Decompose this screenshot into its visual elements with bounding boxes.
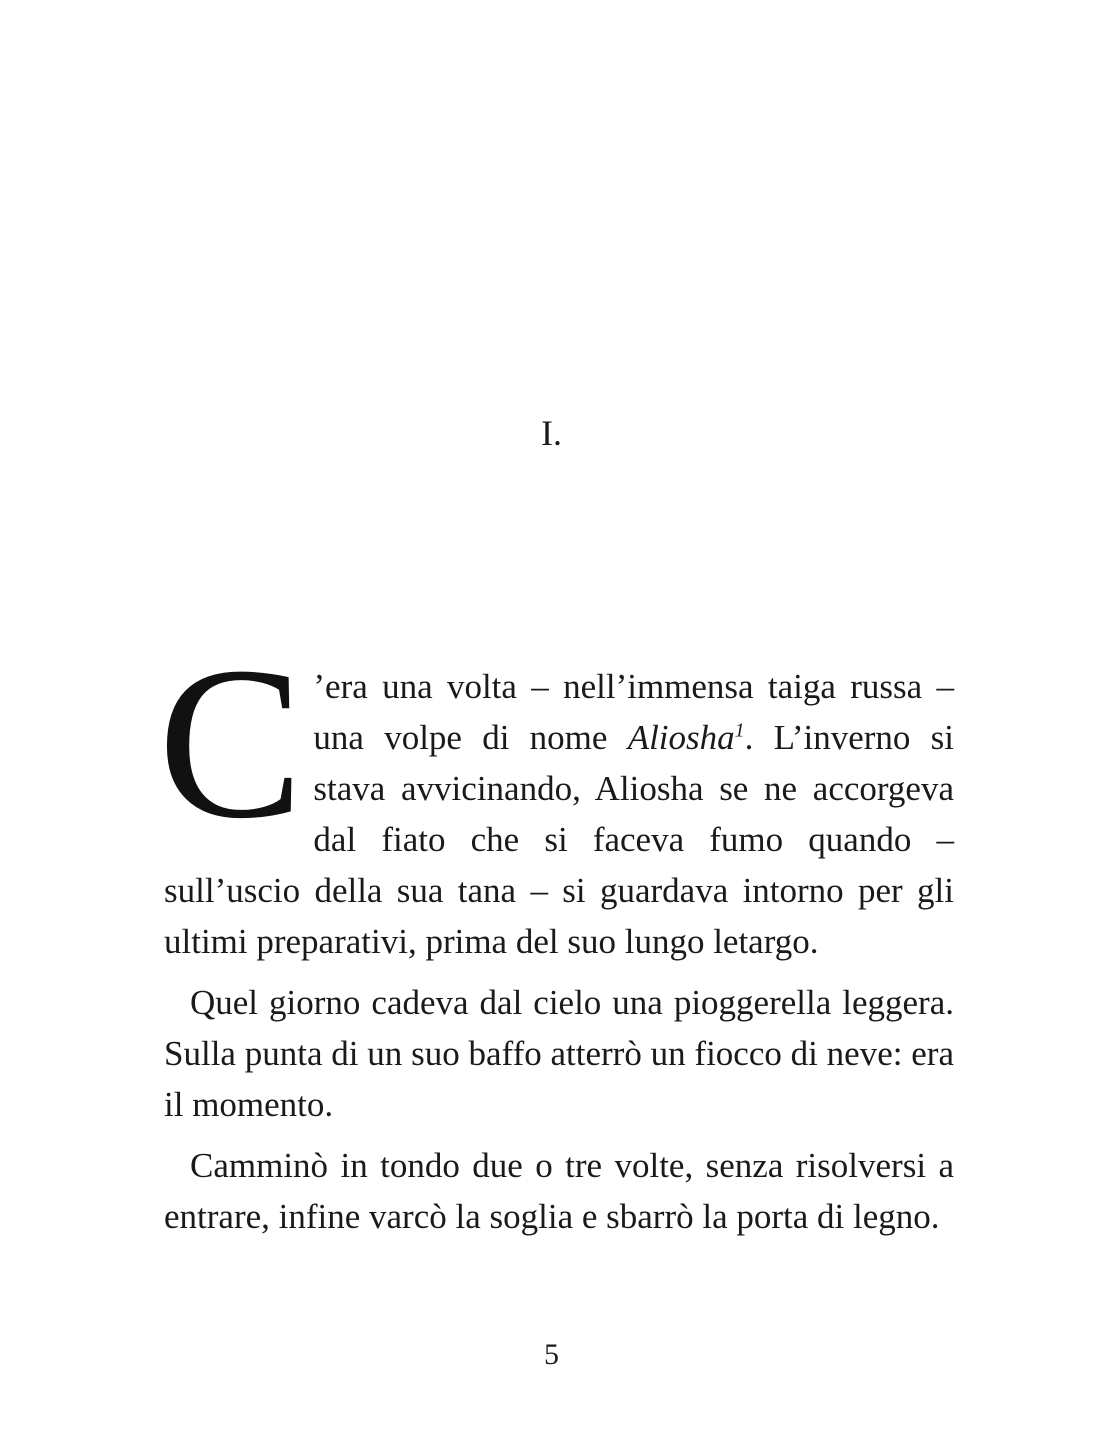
paragraph-first-text-before: ’era una volta – nell’immensa taiga russa – una volpe di nome [313,667,954,757]
paragraph-third: Camminò in tondo due o tre volte, senza risolversi a entrare, infine varcò la soglia e sbarrò la porta di legno. [164,1146,954,1236]
paragraph-first-text-after: . L’inverno si stava avvicinando, Aliosha se ne accorgeva dal fiato che si faceva fumo quando – sull’uscio della sua tana – si guardava intorno per gli ultimi preparativi, prima del suo lungo letargo. [164,718,954,961]
paragraph-second: Quel giorno cadeva dal cielo una pioggerella leggera. Sulla punta di un suo baffo atterrò un fiocco di neve: era il momento. [164,983,954,1124]
drop-cap: C [158,623,304,864]
body-text [158,623,954,1242]
character-name: Aliosha [627,718,735,757]
footnote-reference[interactable]: 1 [734,719,745,742]
page-number: 5 [544,1338,559,1371]
chapter-heading: I. [541,413,562,453]
paragraph-first [158,623,954,967]
